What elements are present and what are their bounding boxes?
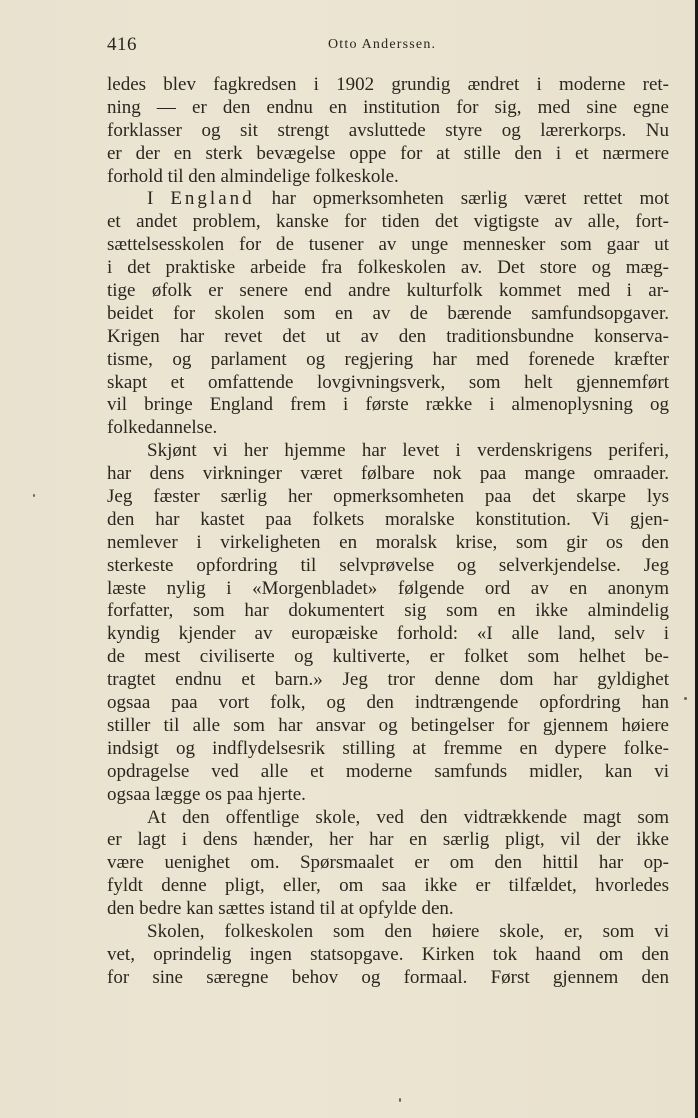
text-line: den bedre kan sættes istand til at opfylde den. [107, 898, 454, 920]
text-line: har dens virkninger været følbare nok paa mange omraader. [107, 463, 669, 485]
text-segment: I [147, 188, 171, 210]
text-line: den har kastet paa folkets moralske konstitution. Vi gjen- [107, 508, 669, 530]
text-line: kyndig kjender av europæiske forhold: «I alle land, selv i [107, 623, 669, 645]
text-line: tragtet endnu et barn.» Jeg tror denne dom har gyldighet [107, 669, 669, 691]
text-line: for sine særegne behov og formaal. Først gjennem den [107, 966, 669, 988]
page-number: 416 [107, 34, 137, 55]
text-line: læste nylig i «Morgenbladet» følgende ord av en anonym [107, 577, 669, 599]
text-line: sterkeste opfordring til selvprøvelse og selverkjendelse. Jeg [107, 554, 669, 576]
paper-speck [399, 1098, 401, 1102]
page-header [107, 34, 669, 58]
text-line: være uenighet om. Spørsmaalet er om den hittil har op- [107, 852, 669, 874]
text-line: tige øfolk er senere end andre kulturfolk kommet med i ar- [107, 280, 669, 302]
paper-speck [33, 494, 35, 497]
text-line: indsigt og indflydelsesrik stilling at fremme en dypere folke- [107, 737, 669, 759]
text-line: forhold til den almindelige folkeskole. [107, 165, 399, 187]
text-line: beidet for skolen som en av de bærende samfundsopgaver. [107, 302, 669, 324]
text-line: skapt et omfattende lovgivningsverk, som helt gjennemført [107, 371, 669, 393]
text-line: vet, oprindelig ingen statsopgave. Kirken tok haand om den [107, 943, 669, 965]
text-line: er der en sterk bevægelse oppe for at stille den i et nærmere [107, 142, 669, 164]
text-line: ledes blev fagkredsen i 1902 grundig ændret i moderne ret- [107, 74, 669, 95]
text-line: nemlever i virkeligheten en moralsk krise, som gir os den [107, 531, 669, 553]
spaced-word: England [170, 188, 255, 210]
text-line: i det praktiske arbeide fra folkeskolen av. Det store og mæg- [107, 257, 669, 279]
text-line: Skolen, folkeskolen som den høiere skole, er, som vi [147, 920, 669, 942]
text-line: sættelsesskolen for de tusener av unge mennesker som gaar ut [107, 234, 669, 256]
text-line: forfatter, som har dokumentert sig som en ikke almindelig [107, 600, 669, 622]
body-text [107, 74, 669, 990]
text-line: ogsaa lægge os paa hjerte. [107, 783, 306, 805]
text-line: Krigen har revet det ut av den traditionsbundne konserva- [107, 325, 669, 347]
text-line: ning — er den endnu en institution for sig, med sine egne [107, 96, 669, 118]
text-line: vil bringe England frem i første række i almenoplysning og [107, 394, 669, 416]
text-line: Skjønt vi her hjemme har levet i verdenskrigens periferi, [147, 440, 669, 462]
text-line: stiller til alle som har ansvar og betingelser for gjennem høiere [107, 714, 669, 736]
text-line: et andet problem, kanske for tiden det vigtigste av alle, fort- [107, 211, 669, 233]
text-line: forklasser og sit strengt avsluttede styre og lærerkorps. Nu [107, 119, 669, 141]
text-line: Jeg fæster særlig her opmerksomheten paa det skarpe lys [107, 486, 669, 508]
text-line: de mest civiliserte og kultiverte, er folket som helhet be- [107, 646, 669, 668]
text-line [107, 188, 669, 211]
text-line: folkedannelse. [107, 417, 218, 439]
text-line: er lagt i dens hænder, her har en særlig pligt, vil der ikke [107, 829, 669, 851]
text-line: tisme, og parlament og regjering har med forenede kræfter [107, 348, 669, 370]
text-line: opdragelse ved alle et moderne samfunds midler, kan vi [107, 760, 669, 782]
paper-speck [684, 697, 687, 700]
text-line: At den offentlige skole, ved den vidtrækkende magt som [147, 806, 669, 828]
running-head: Otto Anderssen. [328, 37, 437, 52]
text-line: fyldt denne pligt, eller, om saa ikke er tilfældet, hvorledes [107, 875, 669, 897]
text-line: ogsaa paa vort folk, og den indtrængende opfordring han [107, 692, 669, 714]
text-segment: har opmerksomheten særlig været rettet mot [254, 188, 669, 210]
